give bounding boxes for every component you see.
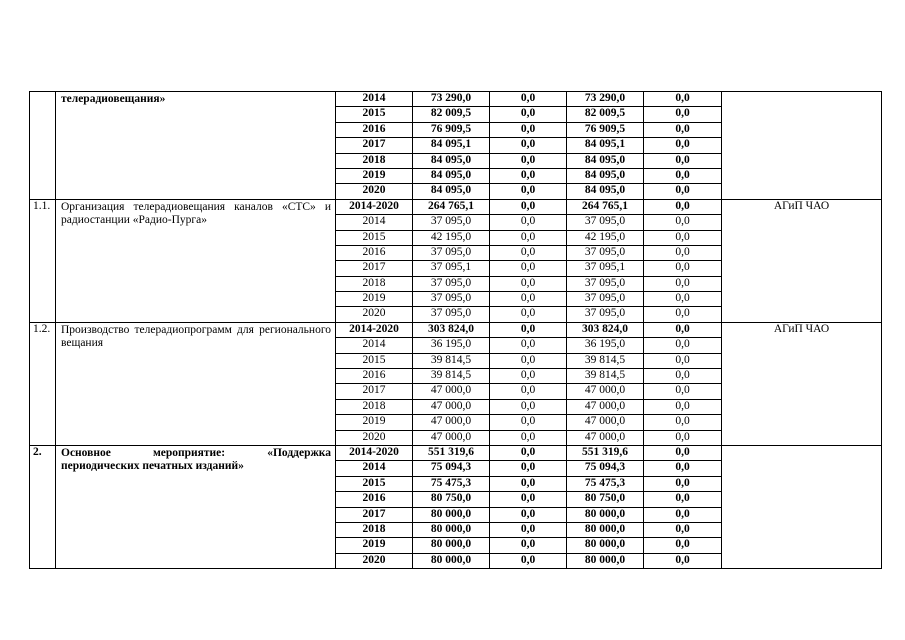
year-cell: 2014 <box>336 92 413 107</box>
district-budget-cell: 76 909,5 <box>567 122 644 137</box>
year-cell: 2016 <box>336 245 413 260</box>
responsible-executor: АГиП ЧАО <box>722 199 882 322</box>
district-budget-cell: 37 095,0 <box>567 245 644 260</box>
federal-budget-cell: 0,0 <box>490 153 567 168</box>
district-budget-cell: 303 824,0 <box>567 322 644 337</box>
item-number: 2. <box>30 445 56 568</box>
federal-budget-cell: 0,0 <box>490 230 567 245</box>
federal-budget-cell: 0,0 <box>490 338 567 353</box>
year-cell: 2019 <box>336 168 413 183</box>
year-cell: 2015 <box>336 476 413 491</box>
district-budget-cell: 80 000,0 <box>567 553 644 568</box>
federal-budget-cell: 0,0 <box>490 369 567 384</box>
responsible-executor <box>722 445 882 568</box>
local-budget-cell: 0,0 <box>644 245 722 260</box>
total-cell: 82 009,5 <box>413 107 490 122</box>
local-budget-cell: 0,0 <box>644 215 722 230</box>
federal-budget-cell: 0,0 <box>490 553 567 568</box>
table-row <box>30 445 882 460</box>
district-budget-cell: 264 765,1 <box>567 199 644 214</box>
federal-budget-cell: 0,0 <box>490 476 567 491</box>
year-cell: 2018 <box>336 399 413 414</box>
federal-budget-cell: 0,0 <box>490 168 567 183</box>
district-budget-cell: 47 000,0 <box>567 399 644 414</box>
local-budget-cell: 0,0 <box>644 507 722 522</box>
local-budget-cell: 0,0 <box>644 292 722 307</box>
total-cell: 80 000,0 <box>413 522 490 537</box>
local-budget-cell: 0,0 <box>644 415 722 430</box>
district-budget-cell: 37 095,1 <box>567 261 644 276</box>
total-cell: 80 000,0 <box>413 507 490 522</box>
district-budget-cell: 551 319,6 <box>567 445 644 460</box>
total-cell: 37 095,1 <box>413 261 490 276</box>
total-cell: 39 814,5 <box>413 369 490 384</box>
district-budget-cell: 84 095,0 <box>567 168 644 183</box>
district-budget-cell: 80 000,0 <box>567 507 644 522</box>
year-cell: 2014 <box>336 338 413 353</box>
local-budget-cell: 0,0 <box>644 122 722 137</box>
year-cell: 2018 <box>336 522 413 537</box>
district-budget-cell: 82 009,5 <box>567 107 644 122</box>
total-cell: 37 095,0 <box>413 245 490 260</box>
year-cell: 2018 <box>336 276 413 291</box>
federal-budget-cell: 0,0 <box>490 276 567 291</box>
federal-budget-cell: 0,0 <box>490 492 567 507</box>
year-cell: 2017 <box>336 507 413 522</box>
federal-budget-cell: 0,0 <box>490 261 567 276</box>
year-cell: 2019 <box>336 415 413 430</box>
total-cell: 76 909,5 <box>413 122 490 137</box>
local-budget-cell: 0,0 <box>644 353 722 368</box>
district-budget-cell: 36 195,0 <box>567 338 644 353</box>
total-cell: 37 095,0 <box>413 292 490 307</box>
local-budget-cell: 0,0 <box>644 430 722 445</box>
total-cell: 264 765,1 <box>413 199 490 214</box>
federal-budget-cell: 0,0 <box>490 461 567 476</box>
local-budget-cell: 0,0 <box>644 492 722 507</box>
federal-budget-cell: 0,0 <box>490 522 567 537</box>
total-cell: 84 095,0 <box>413 153 490 168</box>
item-name: телерадиовещания» <box>56 92 336 200</box>
total-cell: 80 750,0 <box>413 492 490 507</box>
total-cell: 42 195,0 <box>413 230 490 245</box>
year-cell: 2014-2020 <box>336 322 413 337</box>
district-budget-cell: 39 814,5 <box>567 353 644 368</box>
district-budget-cell: 37 095,0 <box>567 307 644 322</box>
year-cell: 2020 <box>336 430 413 445</box>
total-cell: 84 095,0 <box>413 168 490 183</box>
district-budget-cell: 80 000,0 <box>567 522 644 537</box>
federal-budget-cell: 0,0 <box>490 184 567 199</box>
district-budget-cell: 73 290,0 <box>567 92 644 107</box>
table-body <box>30 92 882 569</box>
local-budget-cell: 0,0 <box>644 369 722 384</box>
federal-budget-cell: 0,0 <box>490 399 567 414</box>
federal-budget-cell: 0,0 <box>490 199 567 214</box>
responsible-executor: АГиП ЧАО <box>722 322 882 445</box>
total-cell: 47 000,0 <box>413 399 490 414</box>
district-budget-cell: 47 000,0 <box>567 415 644 430</box>
local-budget-cell: 0,0 <box>644 92 722 107</box>
total-cell: 47 000,0 <box>413 430 490 445</box>
item-number: 1.1. <box>30 199 56 322</box>
total-cell: 84 095,1 <box>413 138 490 153</box>
year-cell: 2015 <box>336 107 413 122</box>
local-budget-cell: 0,0 <box>644 168 722 183</box>
federal-budget-cell: 0,0 <box>490 353 567 368</box>
federal-budget-cell: 0,0 <box>490 384 567 399</box>
total-cell: 303 824,0 <box>413 322 490 337</box>
total-cell: 39 814,5 <box>413 353 490 368</box>
table-row <box>30 199 882 214</box>
item-name: Организация телерадиовещания каналов «СТС» и радиостанции «Радио-Пурга» <box>56 199 336 322</box>
total-cell: 47 000,0 <box>413 415 490 430</box>
total-cell: 80 000,0 <box>413 538 490 553</box>
total-cell: 551 319,6 <box>413 445 490 460</box>
local-budget-cell: 0,0 <box>644 538 722 553</box>
item-number <box>30 92 56 200</box>
year-cell: 2020 <box>336 307 413 322</box>
year-cell: 2019 <box>336 538 413 553</box>
local-budget-cell: 0,0 <box>644 138 722 153</box>
total-cell: 80 000,0 <box>413 553 490 568</box>
federal-budget-cell: 0,0 <box>490 307 567 322</box>
local-budget-cell: 0,0 <box>644 261 722 276</box>
local-budget-cell: 0,0 <box>644 307 722 322</box>
local-budget-cell: 0,0 <box>644 476 722 491</box>
local-budget-cell: 0,0 <box>644 153 722 168</box>
local-budget-cell: 0,0 <box>644 276 722 291</box>
district-budget-cell: 42 195,0 <box>567 230 644 245</box>
budget-table <box>29 91 882 569</box>
district-budget-cell: 47 000,0 <box>567 430 644 445</box>
federal-budget-cell: 0,0 <box>490 245 567 260</box>
total-cell: 36 195,0 <box>413 338 490 353</box>
year-cell: 2015 <box>336 353 413 368</box>
district-budget-cell: 84 095,0 <box>567 153 644 168</box>
year-cell: 2014-2020 <box>336 199 413 214</box>
year-cell: 2018 <box>336 153 413 168</box>
federal-budget-cell: 0,0 <box>490 430 567 445</box>
federal-budget-cell: 0,0 <box>490 538 567 553</box>
federal-budget-cell: 0,0 <box>490 507 567 522</box>
total-cell: 37 095,0 <box>413 215 490 230</box>
item-number: 1.2. <box>30 322 56 445</box>
local-budget-cell: 0,0 <box>644 445 722 460</box>
local-budget-cell: 0,0 <box>644 553 722 568</box>
federal-budget-cell: 0,0 <box>490 92 567 107</box>
total-cell: 84 095,0 <box>413 184 490 199</box>
local-budget-cell: 0,0 <box>644 230 722 245</box>
year-cell: 2014-2020 <box>336 445 413 460</box>
federal-budget-cell: 0,0 <box>490 107 567 122</box>
table-row <box>30 92 882 107</box>
district-budget-cell: 84 095,0 <box>567 184 644 199</box>
year-cell: 2020 <box>336 184 413 199</box>
district-budget-cell: 37 095,0 <box>567 276 644 291</box>
year-cell: 2014 <box>336 461 413 476</box>
item-name: Основное мероприятие: «Поддержка периодических печатных изданий» <box>56 445 336 568</box>
year-cell: 2016 <box>336 122 413 137</box>
district-budget-cell: 75 094,3 <box>567 461 644 476</box>
table-row <box>30 322 882 337</box>
total-cell: 75 094,3 <box>413 461 490 476</box>
district-budget-cell: 37 095,0 <box>567 292 644 307</box>
year-cell: 2014 <box>336 215 413 230</box>
year-cell: 2015 <box>336 230 413 245</box>
responsible-executor <box>722 92 882 200</box>
district-budget-cell: 39 814,5 <box>567 369 644 384</box>
federal-budget-cell: 0,0 <box>490 138 567 153</box>
federal-budget-cell: 0,0 <box>490 322 567 337</box>
year-cell: 2016 <box>336 492 413 507</box>
year-cell: 2016 <box>336 369 413 384</box>
federal-budget-cell: 0,0 <box>490 215 567 230</box>
year-cell: 2017 <box>336 138 413 153</box>
federal-budget-cell: 0,0 <box>490 445 567 460</box>
total-cell: 37 095,0 <box>413 307 490 322</box>
district-budget-cell: 75 475,3 <box>567 476 644 491</box>
local-budget-cell: 0,0 <box>644 338 722 353</box>
district-budget-cell: 37 095,0 <box>567 215 644 230</box>
federal-budget-cell: 0,0 <box>490 415 567 430</box>
district-budget-cell: 80 000,0 <box>567 538 644 553</box>
total-cell: 47 000,0 <box>413 384 490 399</box>
year-cell: 2017 <box>336 384 413 399</box>
local-budget-cell: 0,0 <box>644 384 722 399</box>
local-budget-cell: 0,0 <box>644 184 722 199</box>
federal-budget-cell: 0,0 <box>490 292 567 307</box>
year-cell: 2019 <box>336 292 413 307</box>
local-budget-cell: 0,0 <box>644 322 722 337</box>
district-budget-cell: 47 000,0 <box>567 384 644 399</box>
district-budget-cell: 80 750,0 <box>567 492 644 507</box>
local-budget-cell: 0,0 <box>644 107 722 122</box>
local-budget-cell: 0,0 <box>644 461 722 476</box>
item-name: Производство телерадиопрограмм для регионального вещания <box>56 322 336 445</box>
local-budget-cell: 0,0 <box>644 522 722 537</box>
year-cell: 2020 <box>336 553 413 568</box>
district-budget-cell: 84 095,1 <box>567 138 644 153</box>
year-cell: 2017 <box>336 261 413 276</box>
total-cell: 37 095,0 <box>413 276 490 291</box>
federal-budget-cell: 0,0 <box>490 122 567 137</box>
total-cell: 73 290,0 <box>413 92 490 107</box>
local-budget-cell: 0,0 <box>644 199 722 214</box>
local-budget-cell: 0,0 <box>644 399 722 414</box>
total-cell: 75 475,3 <box>413 476 490 491</box>
